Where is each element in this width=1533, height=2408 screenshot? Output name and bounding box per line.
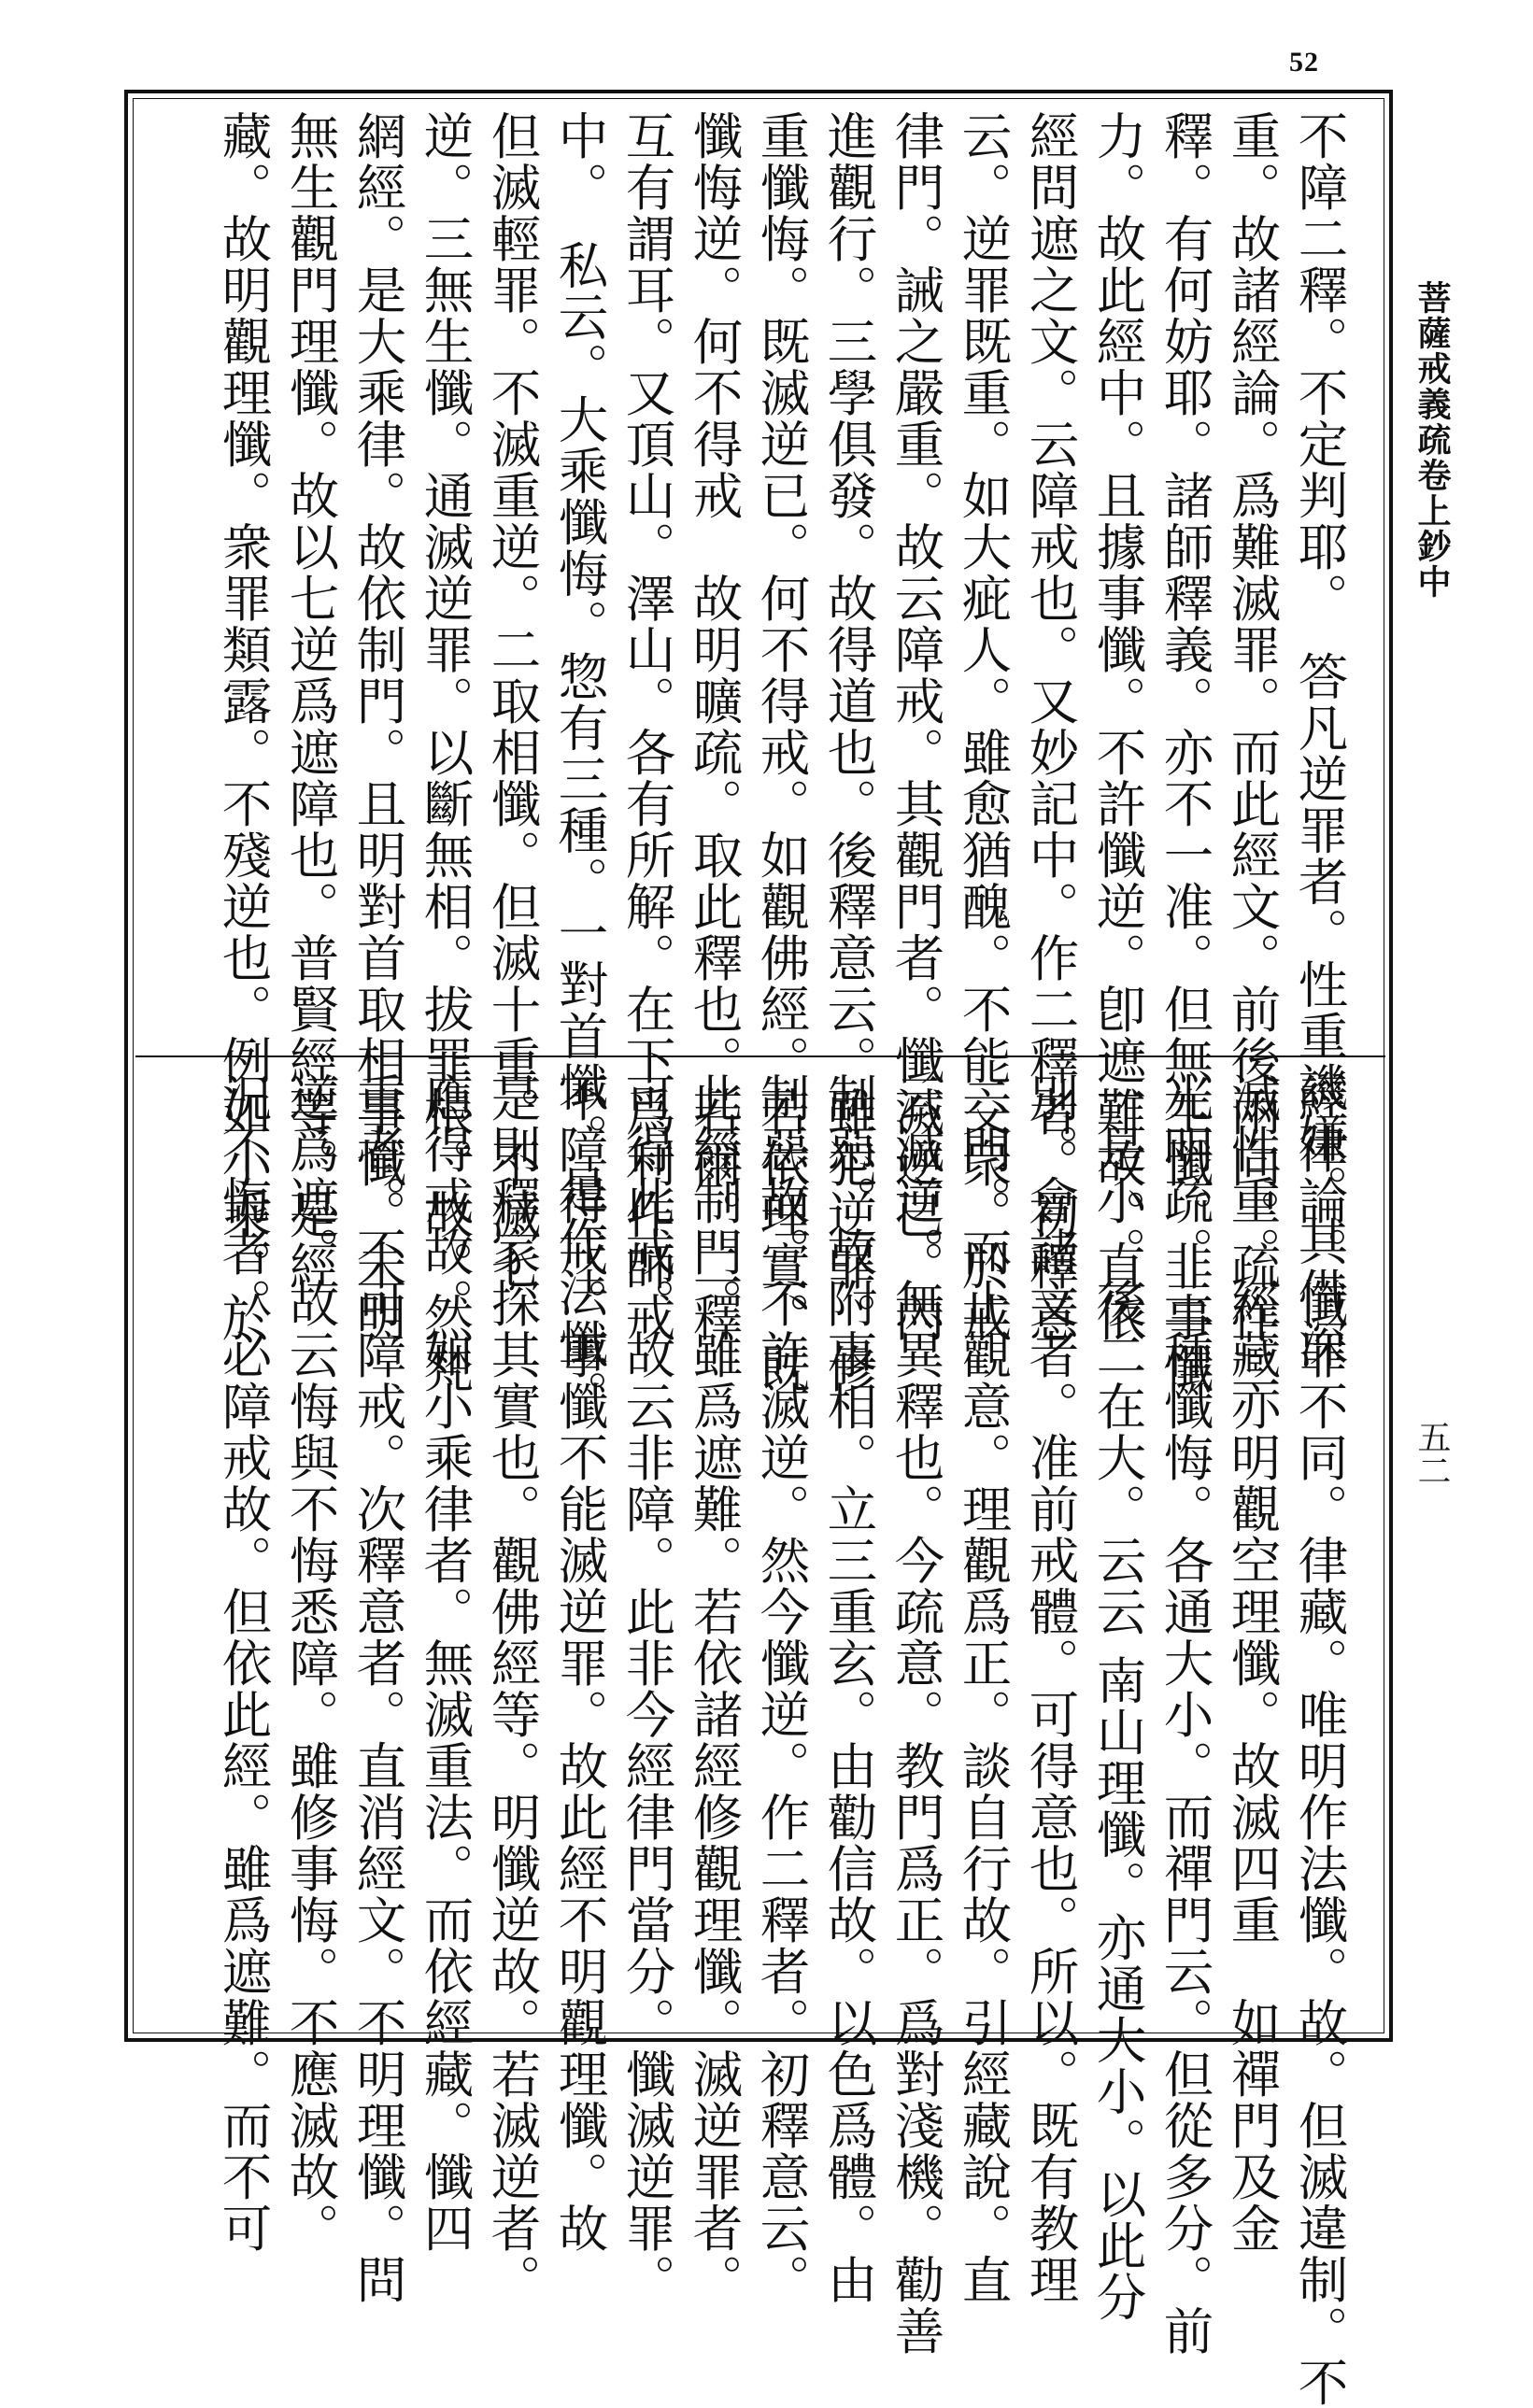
text-column: 是則釋家探其實也。觀佛經等。明懺逆故。若滅逆者。 (483, 1072, 542, 2305)
text-column: 一是小。後二在大。云云 南山理懺。亦通大小。以此分 (1088, 1072, 1147, 2323)
text-column: 應得戒故。如小乘律者。無滅重法。而依經藏。懺四 (416, 1072, 475, 2254)
text-column: 中。 私云。大乘懺悔。惣有三種。一對首懺。是作法懺。 (550, 110, 609, 1422)
text-column: 二門。而止觀意。理觀爲正。談自行故。引經藏說。直 (954, 1072, 1013, 2305)
text-column: 云滅逆。無異釋也。今疏意。教門爲正。爲對淺機。勸善 (887, 1072, 945, 2357)
lower-text-block (166, 1072, 1353, 2408)
text-column: 況不悔者。必障戒故。但依此經。雖爲遮難。而不可 (214, 1072, 273, 2254)
text-column: 釋。有何妨耶。諸師釋義。亦不一准。但無生懺。非事懺 (1156, 110, 1214, 1395)
text-column: 懺悔逆。何不得戒 故明曠疏。取此釋也。若爾。二釋 (685, 110, 744, 1343)
page-number: 52 (1289, 47, 1319, 78)
text-column: 律門。誡之嚴重。故云障戒。其觀門者。懺滅逆已。內 (887, 110, 945, 1343)
text-column: 重。故諸經論。爲難滅罪。而此經文。前後兩向。疏作二 (1223, 110, 1282, 1395)
text-column: 云。逆罪既重。如大疵人。雖愈猶醜。不能交衆。於戒 (954, 110, 1013, 1343)
text-column: 互有謂耳。又頂山。澤山。各有所解。在下爲利作師戒 (617, 110, 676, 1343)
text-column: 此經制門。雖爲遮難。若依諸經修觀理懺。滅逆罪者。 (685, 1072, 744, 2305)
text-column: 滅性重。經藏亦明觀空理懺。故滅四重 如禪門及金 (1223, 1072, 1282, 2254)
text-column: 制惡。故附事相。立三重玄。由勸信故。以色爲體。由 (819, 1072, 878, 2305)
folio-number: 五二 (1412, 1420, 1451, 1487)
running-title: 菩薩戒義疏卷上鈔中 (1412, 280, 1451, 600)
text-column: 但滅輕罪。不滅重逆。二取相懺。但滅十重。不滅七 (483, 110, 542, 1292)
text-column: 光明疏。三種懺悔。各通大小。而禪門云。但從多分。前 (1156, 1072, 1214, 2357)
text-column: 別。會諸文者。准前戒體。可得意也。所以。既有教理 (1021, 1072, 1080, 2305)
text-column: 經問遮之文。云障戒也。又妙記中。作二釋者。初釋意 (1021, 110, 1080, 1343)
text-column: 逆。三無生懺。通滅逆罪。以斷無相。拔罪根。故。然梵 (416, 110, 475, 1395)
upper-text-block (166, 110, 1353, 1422)
text-column: 逆爲遮。故云悔與不悔悉障。雖修事悔。不應滅故。 (281, 1072, 340, 2254)
text-column: 藏。故明觀理懺。衆罪類露。不殘逆也。例如小乘。於 (214, 110, 273, 1343)
text-column: 重者。不可障戒。次釋意者。直消經文。不明理懺。問 (348, 1072, 407, 2305)
text-column: 重懺悔。既滅逆已。何不得戒。如觀佛經。若依理實。既 (752, 110, 811, 1395)
text-column: 不障得戒。事懺不能滅逆罪。故此經不明觀理懺。故 (550, 1072, 609, 2254)
text-column: 力。故此經中。且據事懺。不許懺逆。卽遮難故。直依 (1088, 110, 1147, 1343)
text-column: 無生觀門理懺。故以七逆爲遮障也。普賢經等。是經 (281, 110, 340, 1292)
text-column: 網經。是大乘律。故依制門。且明對首取相事懺。未明 (348, 110, 407, 1343)
text-column: 可得此戒。故云非障。此非今經律門當分。懺滅逆罪。 (617, 1072, 676, 2305)
text-column: 制惡故。不許滅逆。然今懺逆。作二釋者。初釋意云。 (752, 1072, 811, 2305)
text-column: 經律論。懺罪不同。律藏。唯明作法懺。故。但滅違制。不 (1290, 1072, 1349, 2408)
text-column: 不障二釋。不定判耶。 答凡逆罪者。性重譏嫌。其借深 (1290, 110, 1349, 1370)
text-column: 進觀行。三學俱發。故得道也。後釋意云。雖犯逆罪。修 (819, 110, 878, 1395)
